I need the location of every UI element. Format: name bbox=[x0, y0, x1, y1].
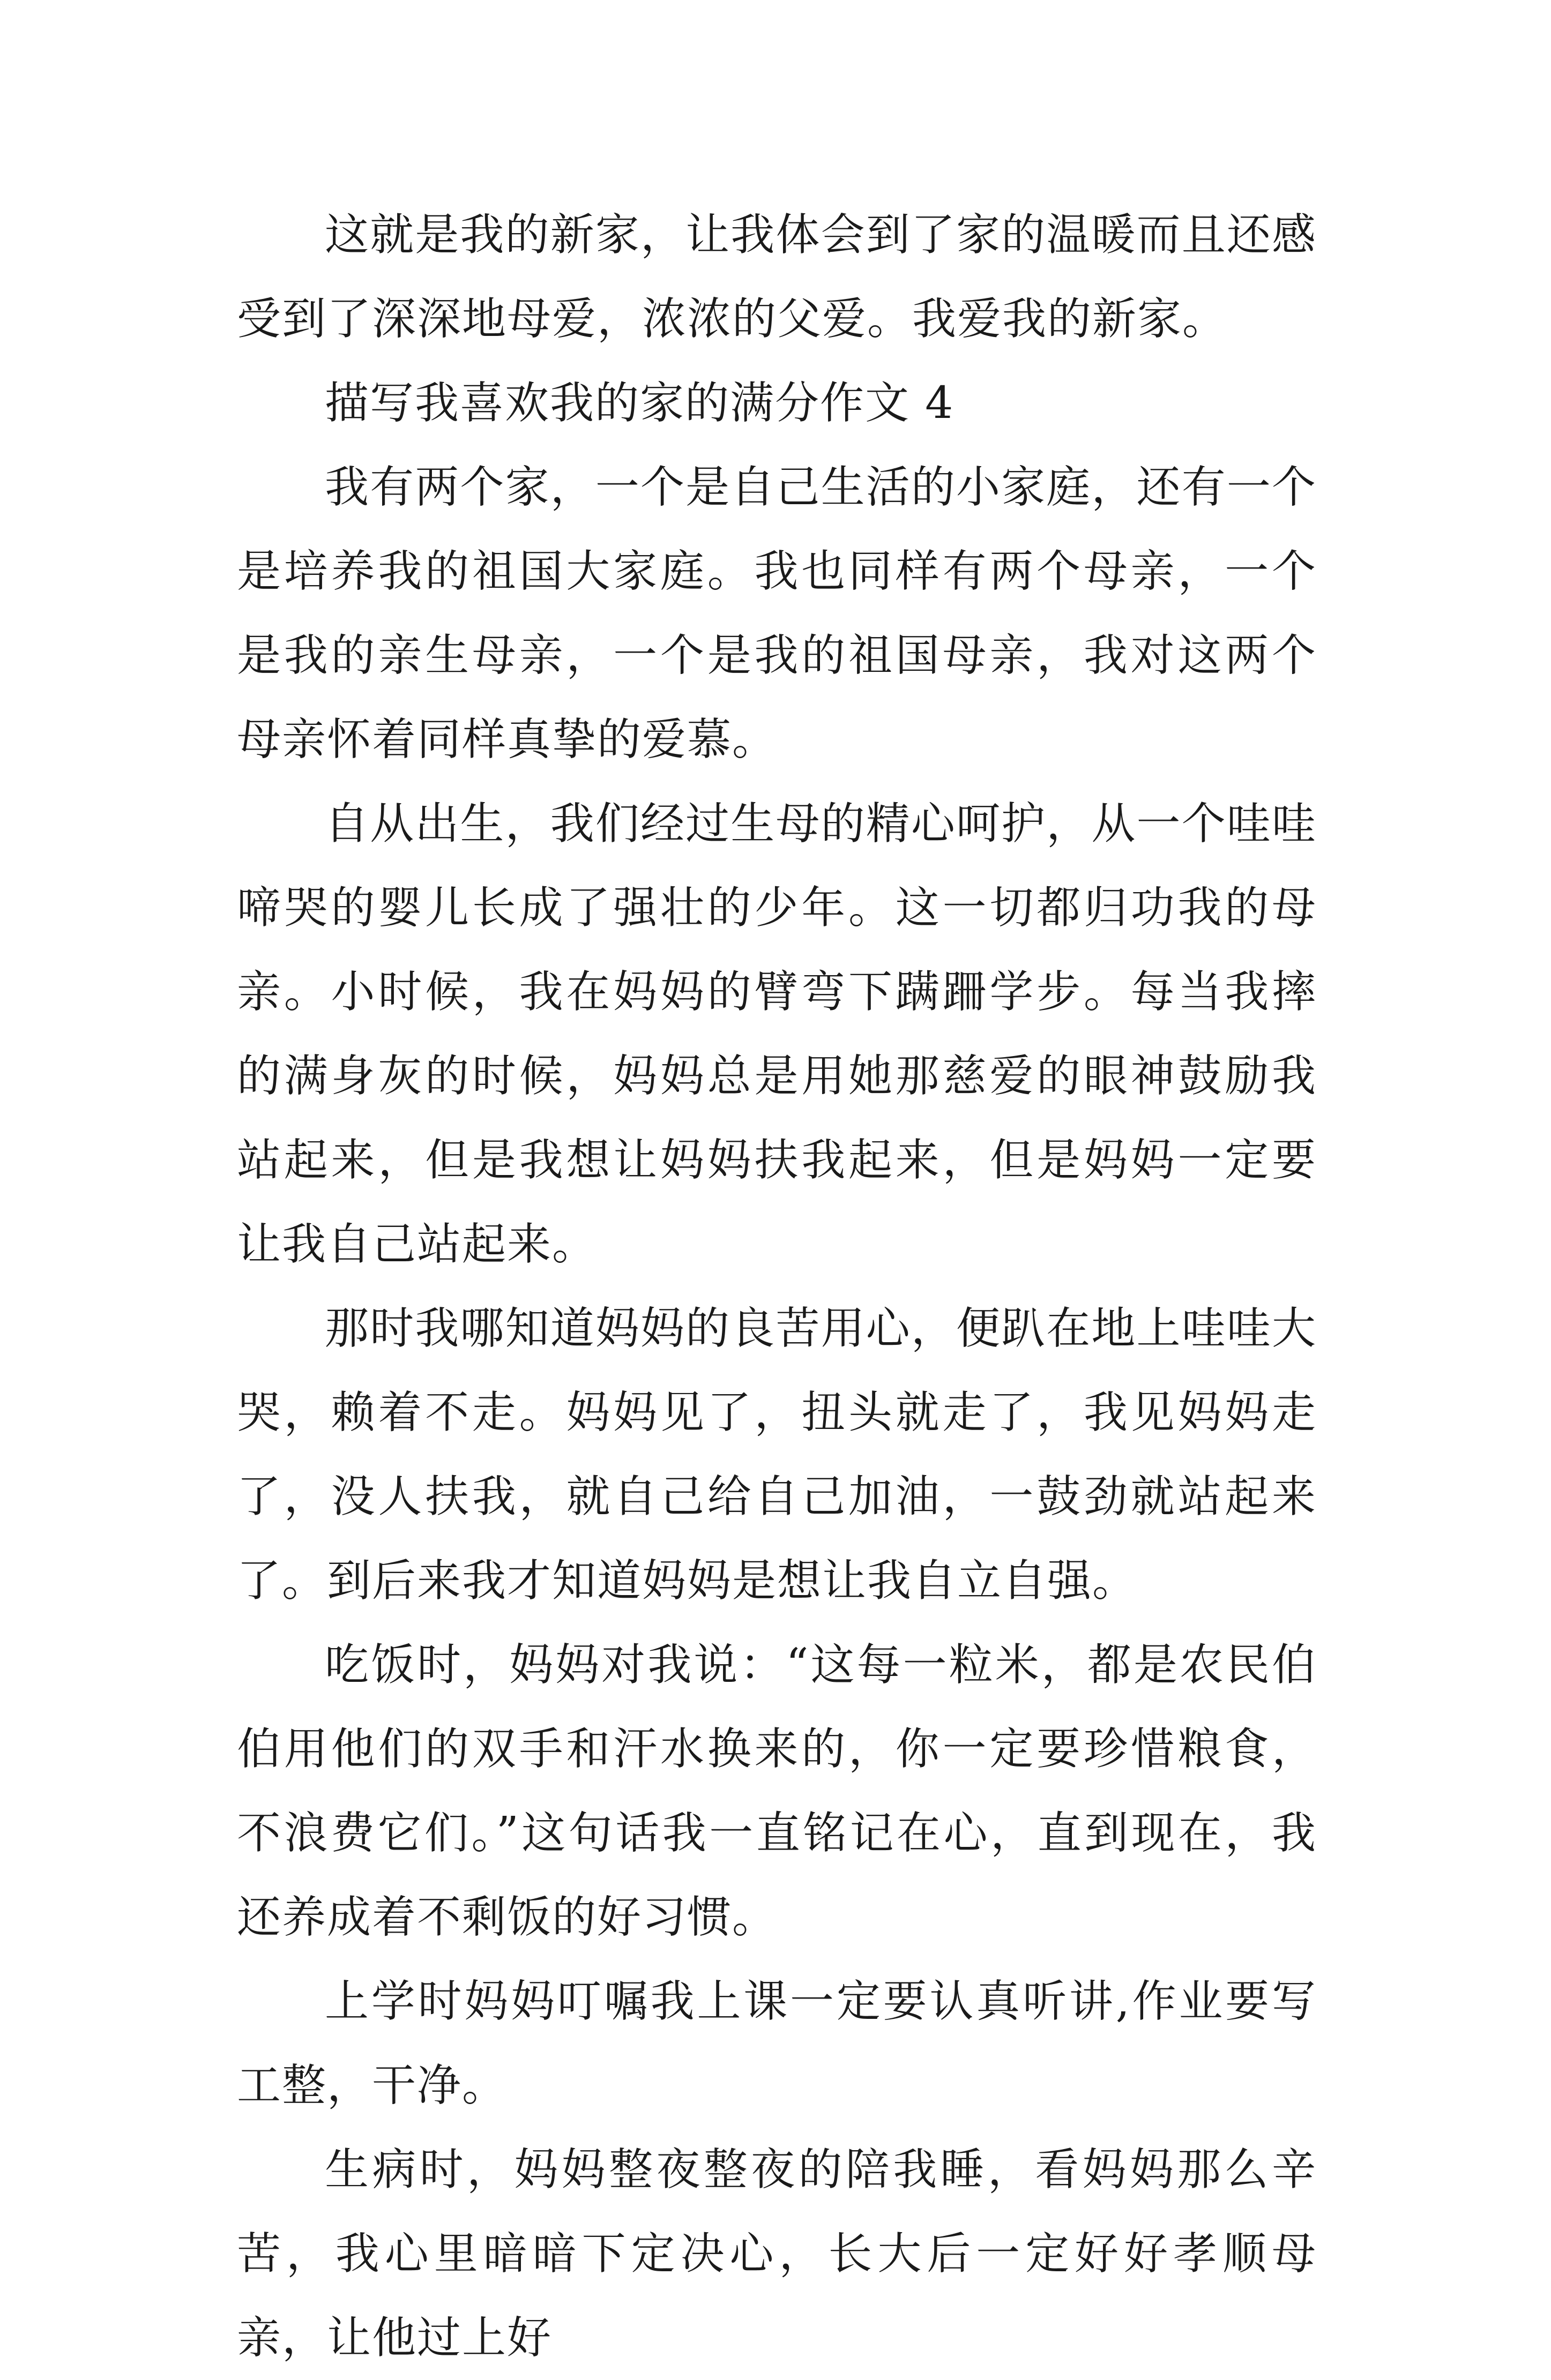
essay-heading: 描写我喜欢我的家的满分作文 4 bbox=[325, 378, 955, 429]
paragraph-illness: 生病时，妈妈整夜整夜的陪我睡，看妈妈那么辛苦，我心里暗暗下定决心，长大后一定好好孝顺母亲，让他过上好 bbox=[237, 2144, 1317, 2363]
paragraph-meal-lesson: 吃饭时，妈妈对我说：“这每一粒米，都是农民伯伯用他们的双手和汗水换来的，你一定要珍惜粮食，不浪费它们。”这句话我一直铭记在心，直到现在，我还养成着不剩饭的好习惯。 bbox=[237, 1640, 1317, 1943]
paragraph-childhood: 自从出生，我们经过生母的精心呵护，从一个哇哇啼哭的婴儿长成了强壮的少年。这一切都归功我的母亲。小时候，我在妈妈的臂弯下蹒跚学步。每当我摔的满身灰的时候，妈妈总是用她那慈爱的眼神鼓励我站起来，但是我想让妈妈扶我起来，但是妈妈一定要让我自己站起来。 bbox=[237, 798, 1317, 1270]
document-body bbox=[237, 193, 1317, 2380]
paragraph-two-homes: 我有两个家，一个是自己生活的小家庭，还有一个是培养我的祖国大家庭。我也同样有两个母亲，一个是我的亲生母亲，一个是我的祖国母亲，我对这两个母亲怀着同样真挚的爱慕。 bbox=[237, 462, 1317, 765]
paragraph-self-reliance: 那时我哪知道妈妈的良苦用心，便趴在地上哇哇大哭，赖着不走。妈妈见了，扭头就走了，我见妈妈走了，没人扶我，就自己给自己加油，一鼓劲就站起来了。到后来我才知道妈妈是想让我自立自强。 bbox=[237, 1303, 1317, 1606]
paragraph-school: 上学时妈妈叮嘱我上课一定要认真听讲,作业要写工整，干净。 bbox=[237, 1976, 1317, 2111]
paragraph-new-home: 这就是我的新家，让我体会到了家的温暖而且还感受到了深深地母爱，浓浓的父爱。我爱我的新家。 bbox=[237, 209, 1317, 345]
